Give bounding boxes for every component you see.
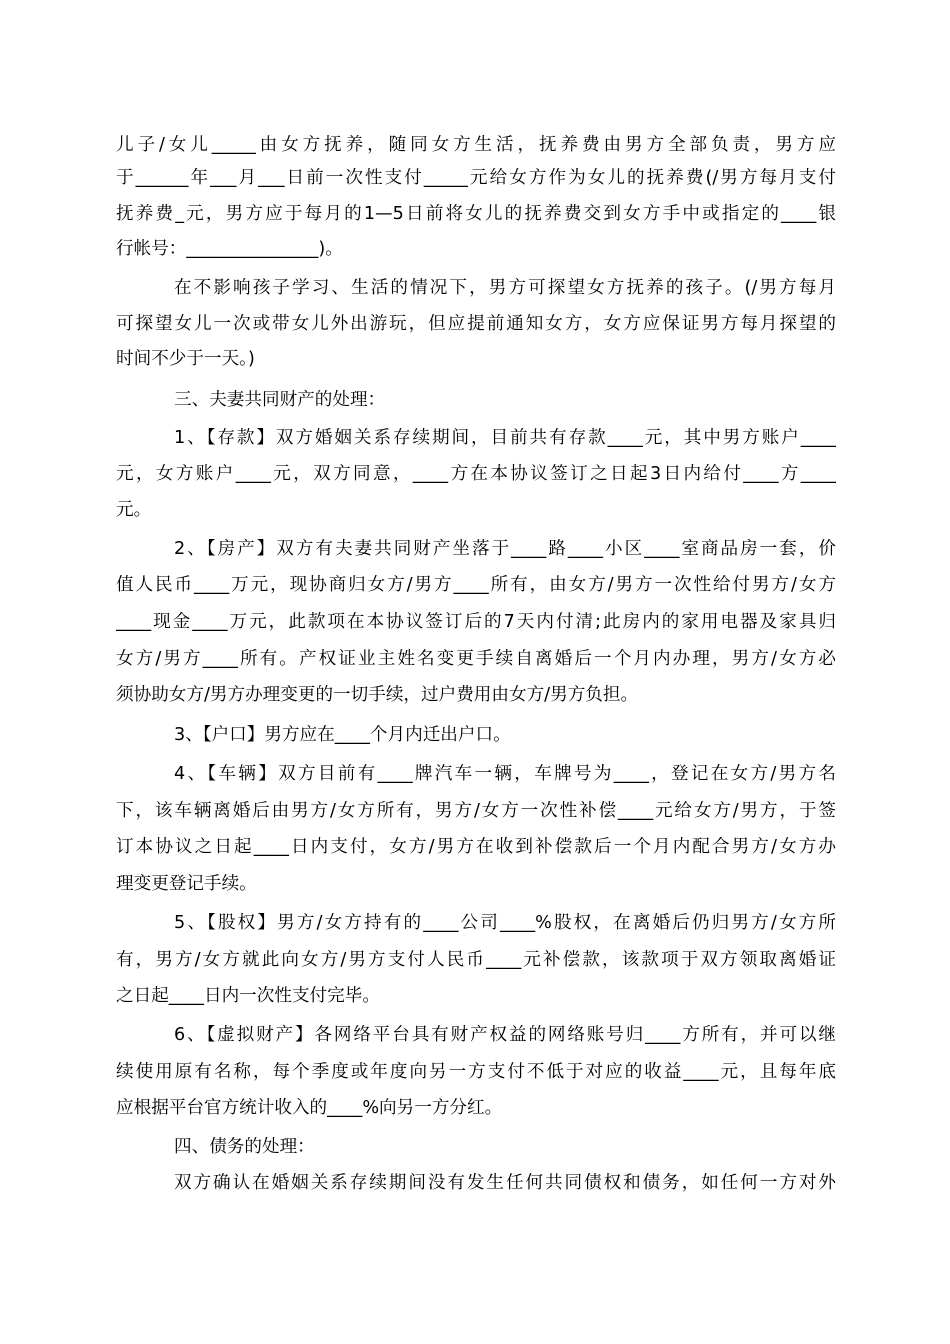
- paragraph-line: 值人民币____万元，现协商归女方/男方____所有，由女方/男方一次性给付男方/女方: [116, 575, 836, 595]
- paragraph-line: 1、【存款】双方婚姻关系存续期间，目前共有存款____元，其中男方账户____: [174, 428, 836, 448]
- paragraph-line: 续使用原有名称，每个季度或年度向另一方支付不低于对应的收益____元，且每年底: [116, 1062, 836, 1082]
- paragraph-line: 下，该车辆离婚后由男方/女方所有，男方/女方一次性补偿____元给女方/男方，于签: [116, 801, 836, 821]
- paragraph-line: 双方确认在婚姻关系存续期间没有发生任何共同债权和债务，如任何一方对外: [174, 1173, 836, 1193]
- paragraph-line: 在不影响孩子学习、生活的情况下，男方可探望女方抚养的孩子。(/男方每月: [174, 278, 836, 298]
- paragraph-line: 应根据平台官方统计收入的____%向另一方分红。: [116, 1098, 503, 1118]
- paragraph-line: 之日起____日内一次性支付完毕。: [116, 986, 380, 1006]
- paragraph-line: 2、【房产】双方有夫妻共同财产坐落于____路____小区____室商品房一套，价: [174, 539, 836, 559]
- paragraph-line: 6、【虚拟财产】各网络平台具有财产权益的网络账号归____方所有，并可以继: [174, 1025, 836, 1045]
- paragraph-line: 可探望女儿一次或带女儿外出游玩，但应提前通知女方，女方应保证男方每月探望的: [116, 314, 836, 334]
- paragraph-line: 于______年___月___日前一次性支付_____元给女方作为女儿的抚养费(/男方每月支付: [116, 168, 836, 188]
- paragraph-line: 5、【股权】男方/女方持有的____公司____%股权，在离婚后仍归男方/女方所: [174, 913, 836, 933]
- paragraph-line: 儿子/女儿_____由女方抚养，随同女方生活，抚养费由男方全部负责，男方应: [116, 135, 836, 155]
- paragraph-line: 时间不少于一天。): [116, 349, 255, 369]
- paragraph-line: 3、【户口】男方应在____个月内迁出户口。: [174, 725, 511, 745]
- paragraph-line: 理变更登记手续。: [116, 874, 257, 894]
- paragraph-line: 元，女方账户____元，双方同意，____方在本协议签订之日起3日内给付____方____: [116, 464, 836, 484]
- paragraph-line: ____现金____万元，此款项在本协议签订后的7天内付清;此房内的家用电器及家具归: [116, 612, 836, 632]
- section-heading: 三、夫妻共同财产的处理：: [174, 390, 386, 410]
- paragraph-line: 4、【车辆】双方目前有____牌汽车一辆，车牌号为____，登记在女方/男方名: [174, 764, 836, 784]
- paragraph-line: 订本协议之日起____日内支付，女方/男方在收到补偿款后一个月内配合男方/女方办: [116, 837, 836, 857]
- paragraph-line: 行帐号：_______________)。: [116, 239, 343, 259]
- paragraph-line: 元。: [116, 500, 152, 520]
- paragraph-line: 女方/男方____所有。产权证业主姓名变更手续自离婚后一个月内办理，男方/女方必: [116, 649, 836, 669]
- paragraph-line: 抚养费_元，男方应于每月的1—5日前将女儿的抚养费交到女方手中或指定的____银: [116, 204, 836, 224]
- section-heading: 四、债务的处理：: [174, 1137, 315, 1157]
- paragraph-line: 须协助女方/男方办理变更的一切手续，过户费用由女方/男方负担。: [116, 685, 639, 705]
- paragraph-line: 有，男方/女方就此向女方/男方支付人民币____元补偿款，该款项于双方领取离婚证: [116, 950, 836, 970]
